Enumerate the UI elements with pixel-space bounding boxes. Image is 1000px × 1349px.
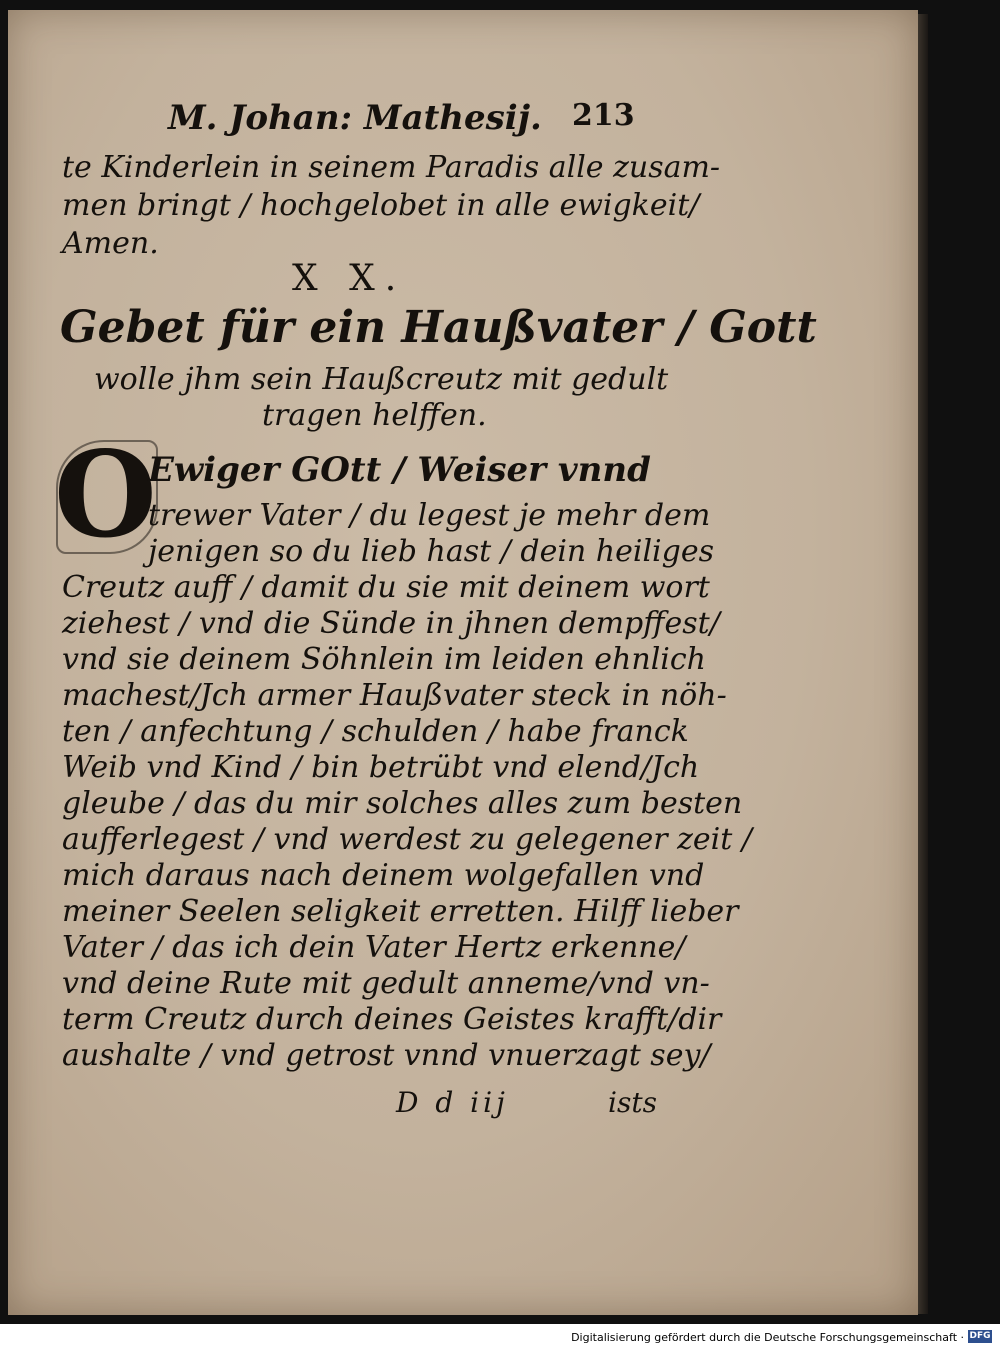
body-line: gleube / das du mir solches alles zum besten — [62, 786, 743, 821]
body-line: Creutz auff / damit du sie mit deinem wort — [62, 570, 710, 605]
signature-mark: D d iij — [396, 1086, 509, 1119]
page-number: 213 — [572, 98, 635, 133]
funding-notice[interactable]: Digitalisierung gefördert durch die Deutsche Forschungsgemeinschaft · — [571, 1331, 964, 1344]
page-edge — [918, 14, 928, 1314]
prayer-title-line: wolle jhm sein Haußcreutz mit gedult — [94, 362, 669, 397]
prayer-title-line: Gebet für ein Haußvater / Gott — [60, 302, 817, 353]
body-line: Weib vnd Kind / bin betrübt vnd elend/Jch — [62, 750, 700, 785]
continuation-line: Amen. — [62, 226, 159, 261]
body-line: ten / anfechtung / schulden / habe franck — [62, 714, 689, 749]
body-line: mich daraus nach deinem wolgefallen vnd — [62, 858, 705, 893]
continuation-line: te Kinderlein in seinem Paradis alle zusam- — [62, 150, 721, 185]
running-head: M. Johan: Mathesij. — [168, 98, 542, 138]
body-line: vnd deine Rute mit gedult anneme/vnd vn- — [62, 966, 710, 1001]
catchword: ists — [608, 1086, 657, 1119]
prayer-title-line: tragen helffen. — [262, 398, 487, 433]
body-line: Vater / das ich dein Vater Hertz erkenne/ — [62, 930, 686, 965]
body-line: term Creutz durch deines Geistes krafft/dir — [62, 1002, 722, 1037]
body-line: Ewiger GOtt / Weiser vnnd — [148, 450, 651, 490]
body-line: meiner Seelen seligkeit erretten. Hilff lieber — [62, 894, 739, 929]
body-line: vnd sie deinem Söhnlein im leiden ehnlich — [62, 642, 707, 677]
body-line: jenigen so du lieb hast / dein heiliges — [148, 534, 714, 569]
body-line: machest/Jch armer Haußvater steck in nöh- — [62, 678, 727, 713]
body-line: ziehest / vnd die Sünde in jhnen dempffest/ — [62, 606, 720, 641]
section-number: X X. — [292, 258, 407, 299]
body-line: aushalte / vnd getrost vnnd vnuerzagt sey/ — [62, 1038, 711, 1073]
body-line: aufferlegest / vnd werdest zu gelegener zeit / — [62, 822, 752, 857]
dfg-logo[interactable]: DFG — [969, 1331, 991, 1341]
drop-cap: O — [54, 425, 157, 564]
continuation-line: men bringt / hochgelobet in alle ewigkeit/ — [62, 188, 700, 223]
body-line: trewer Vater / du legest je mehr dem — [148, 498, 711, 533]
